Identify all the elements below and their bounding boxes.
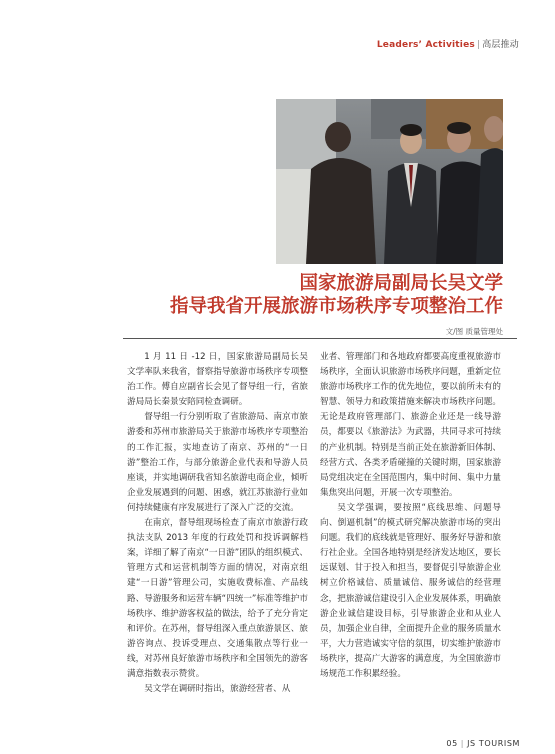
title-line-2: 指导我省开展旅游市场秩序专项整治工作 (169, 296, 503, 317)
magazine-name: JS TOURISM (467, 739, 520, 748)
byline: 文/图 质量管理处 (445, 327, 503, 336)
article-column-right (320, 350, 501, 682)
page-number: 05 (446, 739, 458, 748)
article-column-left (127, 350, 308, 697)
section-header (377, 37, 519, 50)
article-title (170, 272, 503, 318)
header-divider: | (476, 40, 481, 50)
section-label-en: Leaders’ Activities (376, 40, 475, 50)
paragraph: 1 月 11 日 -12 日，国家旅游局副局长吴文学率队来我省，督察指导旅游市场秩序专项整治工作。傅自应副省长会见了督导组一行，省旅游局局长秦景安陪同检查调研。 (127, 352, 308, 408)
paragraph: 在南京，督导组现场检查了南京市旅游行政执法支队 2013 年度的行政处罚和投诉调解档案，详细了解了南京“一日游”团队的组织模式、管理方式和运营机制等方面的情况，对南京组建“一日游”管理公司，实施收费标准、产品线路、导游服务和运营车辆“四统一”标准等维护市场秩序、维护游客权益的做法，给予了充分肯定和评价。在苏州，督导组深入重点旅游景区、旅游咨询点、投诉受理点、交通集散点等行业一线，对苏州良好旅游市场秩序和全国领先的游客满意指数表示赞赏。 (127, 518, 308, 679)
section-label-zh: 高层推动 (482, 40, 519, 50)
article-photo (276, 99, 503, 264)
paragraph: 吴文学在调研时指出，旅游经营者、从 (144, 684, 291, 695)
paragraph: 吴文学强调，要按照“底线思维、问题导向、倒逼机制”的模式研究解决旅游市场的突出问题。我们的底线就是管理好、服务好导游和旅行社企业。全国各地特别是经济发达地区，要长远谋划、甘于投入和担当，要督促引导旅游企业树立价格诚信、质量诚信、服务诚信的经营理念，把旅游诚信建设引入企业发展体系，明确旅游企业诚信建设目标，引导旅游企业和从业人员，加强企业自律，全面提升企业的服务质量水平，大力营造诚实守信的氛围，切实维护旅游市场秩序，提高广大游客的满意度，为全国旅游市场规范工作积累经验。 (320, 502, 501, 679)
paragraph: 督导组一行分别听取了省旅游局、南京市旅游委和苏州市旅游局关于旅游市场秩序专项整治的工作汇报，实地查访了南京、苏州的“一日游”整治工作，与部分旅游企业代表和导游人员座谈，并实地调研我省知名旅游电商企业，倾听企业发展遇到的问题、困惑，就江苏旅游行业如何持续健康有序发展进行了深入广泛的交流。 (127, 412, 308, 513)
paragraph: 业者、管理部门和各地政府都要高度重视旅游市场秩序，全面认识旅游市场秩序问题，重新定位旅游市场秩序工作的优先地位，要以前所未有的智慧、领导力和政策措施来解决市场秩序问题。无论是政府管理部门、旅游企业还是一线导游员，都要以《旅游法》为武器，共同寻求可持续的产业机制。特别是当前正处在旅游新旧体制、经营方式、各类矛盾碰撞的关键时期，国家旅游局党组决定在全国范围内，集中时间、集中力量集焦突出问题，开展一次专项整治。 (320, 352, 501, 498)
page-footer (446, 739, 520, 748)
photo-illustration (276, 99, 503, 264)
title-divider (123, 338, 517, 339)
title-line-1: 国家旅游局副局长吴文学 (299, 273, 503, 294)
footer-divider: | (460, 739, 465, 748)
